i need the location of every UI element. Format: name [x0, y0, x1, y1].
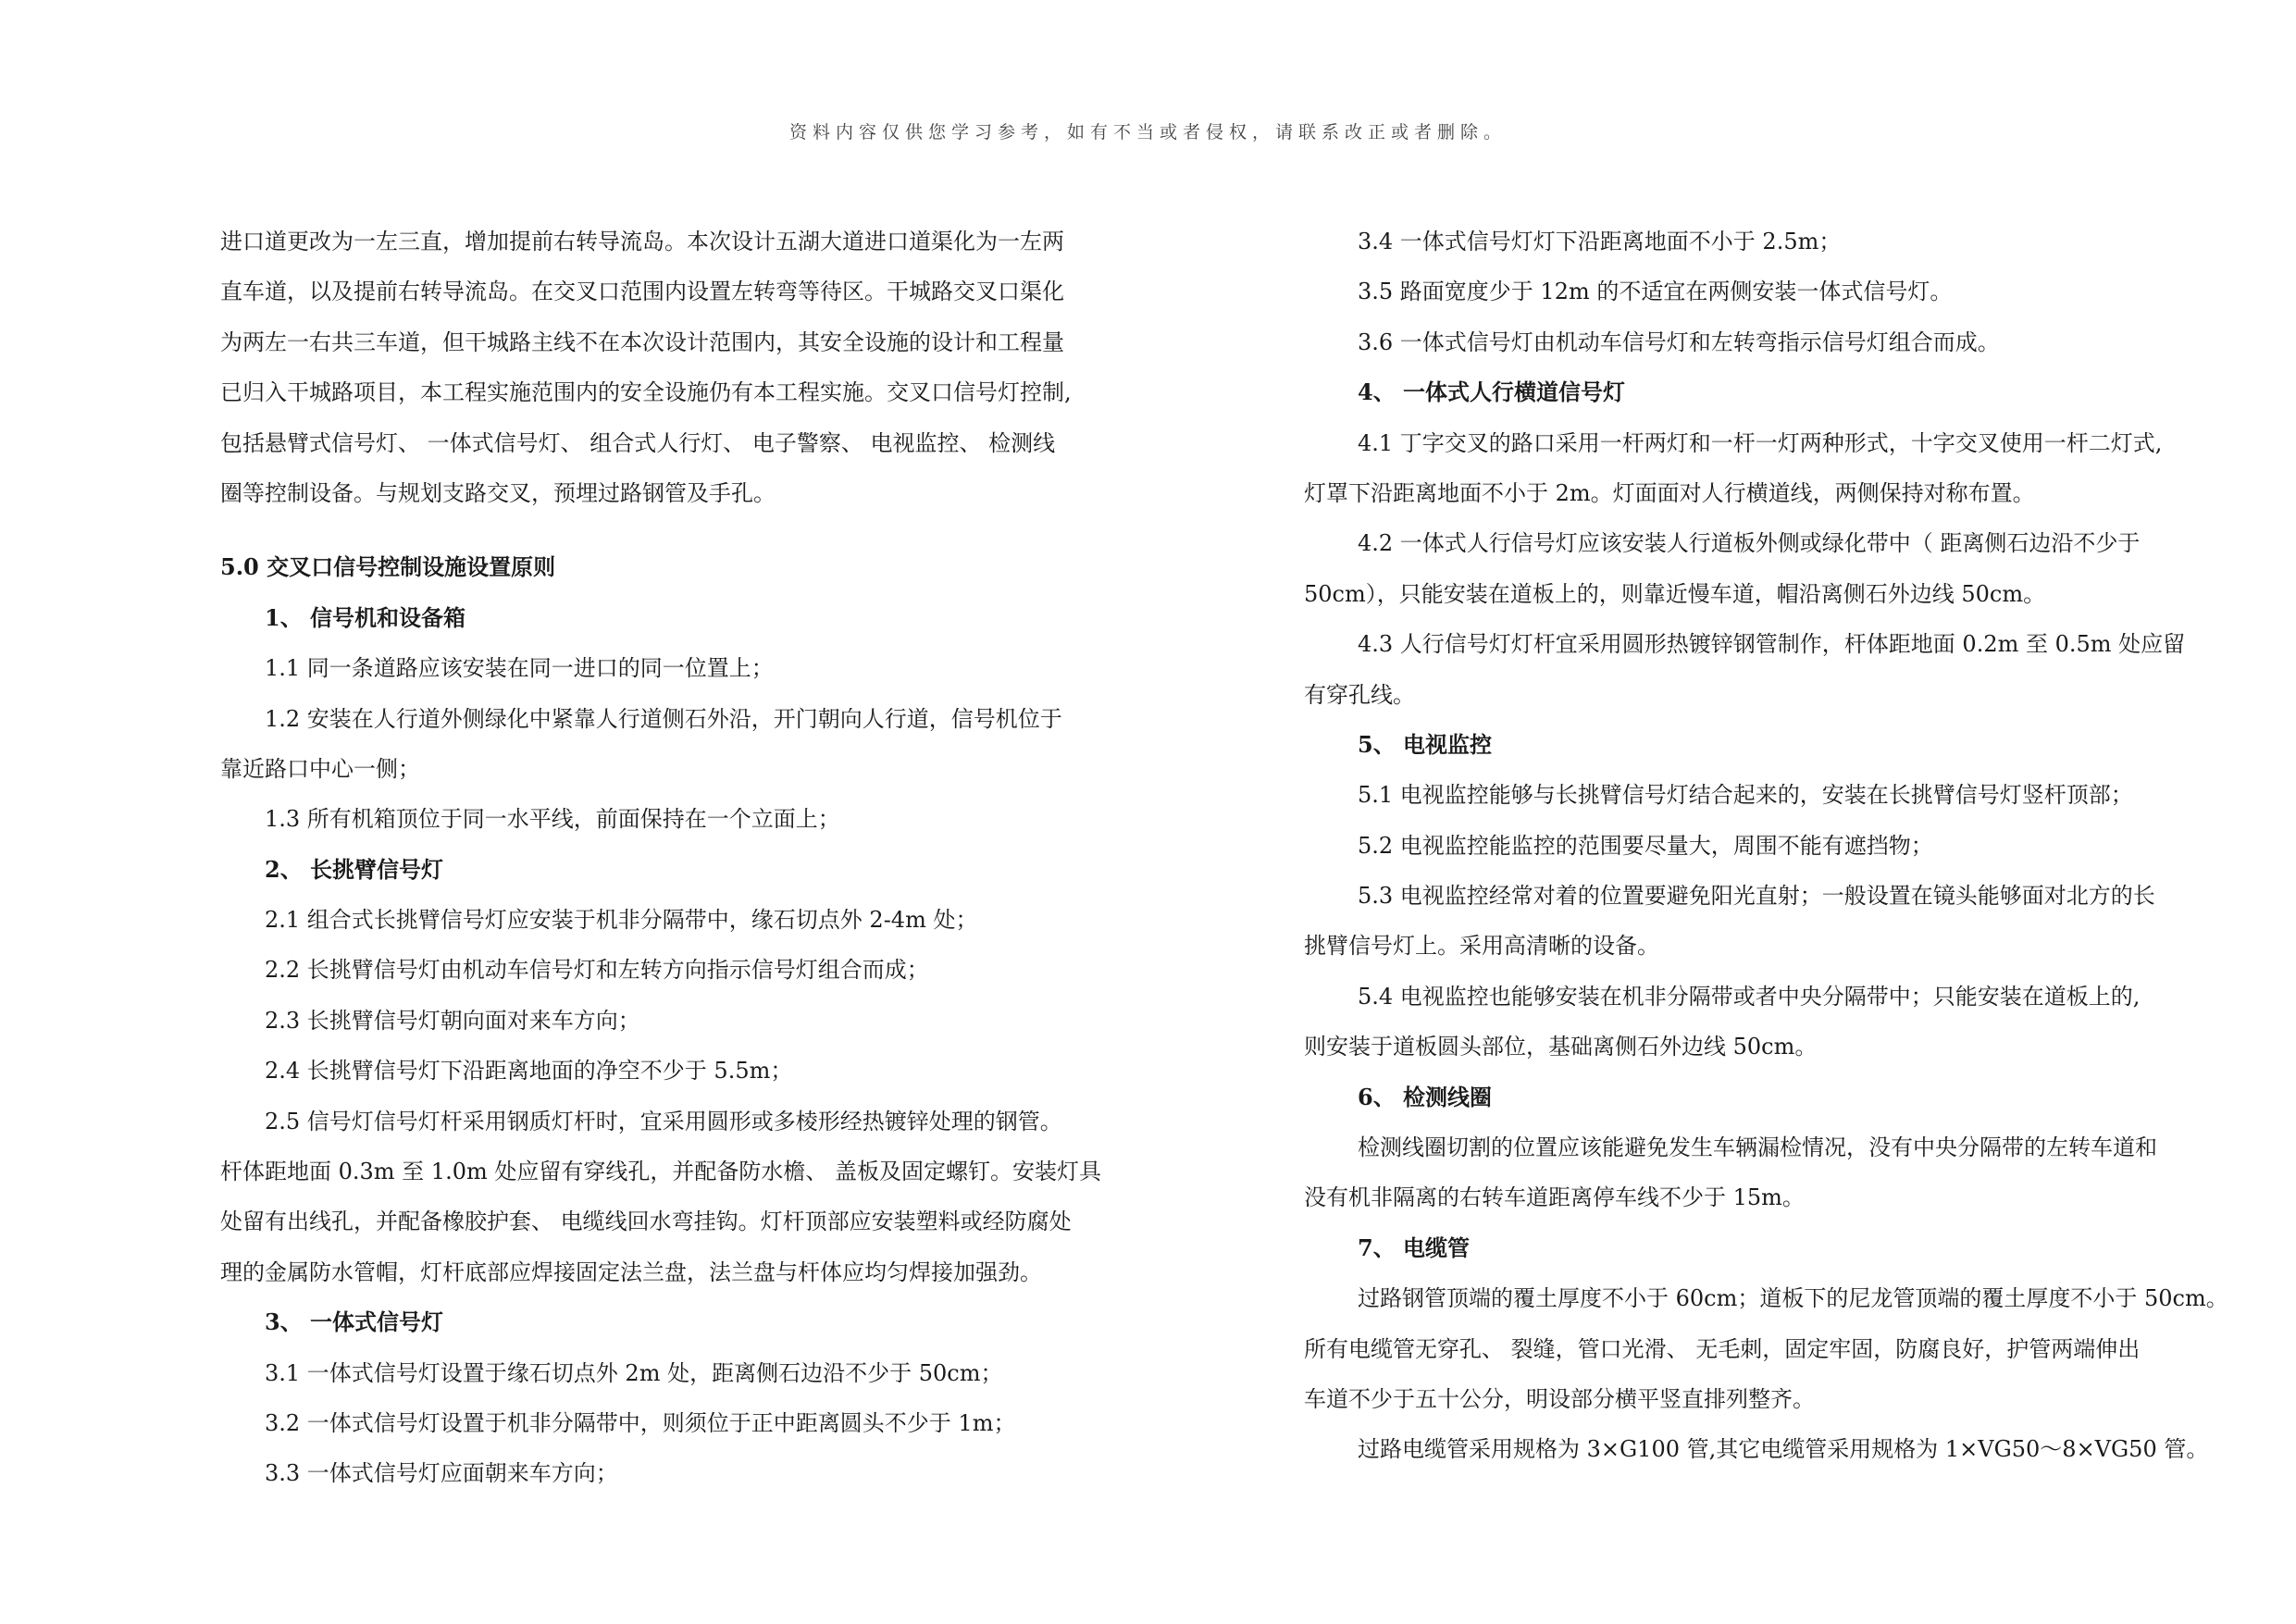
paragraph-line: 过路电缆管采用规格为 3×G100 管,其它电缆管采用规格为 1×VG50～8×VG50 管。 — [1358, 1436, 2209, 1463]
paragraph-line: 3.4 一体式信号灯灯下沿距离地面不小于 2.5m； — [1358, 229, 1842, 254]
paragraph-line: 2.1 组合式长挑臂信号灯应安装于机非分隔带中，缘石切点外 2-4m 处； — [265, 907, 978, 934]
paragraph-line: 5.4 电视监控也能够安装在机非分隔带或者中央分隔带中；只能安装在道板上的, — [1358, 983, 2141, 1010]
paragraph-line: 1.3 所有机箱顶位于同一水平线，前面保持在一个立面上； — [265, 806, 840, 833]
paragraph-line: 检测线圈切割的位置应该能避免发生车辆漏检情况，没有中央分隔带的左转车道和 — [1358, 1134, 2157, 1161]
paragraph-line: 没有机非隔离的右转车道距离停车线不少于 15m。 — [1304, 1184, 1805, 1211]
paragraph-line: 1.2 安装在人行道外侧绿化中紧靠人行道侧石外沿，开门朝向人行道，信号机位于 — [265, 705, 1062, 732]
paragraph-line: 过路钢管顶端的覆土厚度不小于 60cm；道板下的尼龙管顶端的覆土厚度不小于 50cm。 — [1358, 1285, 2228, 1312]
paragraph-line: 3.1 一体式信号灯设置于缘石切点外 2m 处，距离侧石边沿不少于 50cm； — [265, 1359, 1003, 1386]
paragraph-line: 车道不少于五十公分，明设部分横平竖直排列整齐。 — [1304, 1385, 1815, 1412]
paragraph-line: 靠近路口中心一侧； — [220, 755, 420, 782]
paragraph-line: 5.1 电视监控能够与长挑臂信号灯结合起来的，安装在长挑臂信号灯竖杆顶部； — [1358, 782, 2133, 809]
paragraph-line: 1.1 同一条道路应该安装在同一进口的同一位置上； — [265, 655, 774, 682]
paragraph-line: 灯罩下沿距离地面不小于 2m。灯面面对人行横道线，两侧保持对称布置。 — [1304, 479, 2035, 506]
intro-line: 直车道，以及提前右转导流岛。在交叉口范围内设置左转弯等待区。干城路交叉口渠化 — [220, 279, 1064, 305]
paragraph-line: 50cm），只能安装在道板上的，则靠近慢车道，帽沿离侧石外边线 50cm。 — [1304, 580, 2046, 607]
intro-line: 为两左一右共三车道，但干城路主线不在本次设计范围内，其安全设施的设计和工程量 — [220, 329, 1064, 355]
paragraph-line: 挑臂信号灯上。采用高清晰的设备。 — [1304, 933, 1659, 960]
paragraph-line: 2.2 长挑臂信号灯由机动车信号灯和左转方向指示信号灯组合而成； — [265, 957, 929, 984]
heading-detection-loop: 6、 检测线圈 — [1358, 1083, 1493, 1110]
intro-line: 进口道更改为一左三直，增加提前右转导流岛。本次设计五湖大道进口道渠化为一左两 — [220, 229, 1064, 254]
heading-integrated-signal: 3、 一体式信号灯 — [265, 1308, 444, 1336]
paragraph-line: 3.5 路面宽度少于 12m 的不适宜在两侧安装一体式信号灯。 — [1358, 279, 1953, 305]
paragraph-line: 杆体距地面 0.3m 至 1.0m 处应留有穿线孔，并配备防水檐、 盖板及固定螺钉。安装灯具 — [220, 1159, 1101, 1185]
left-column — [220, 217, 1146, 1499]
paragraph-line: 5.3 电视监控经常对着的位置要避免阳光直射；一般设置在镜头能够面对北方的长 — [1358, 883, 2155, 910]
paragraph-line: 3.3 一体式信号灯应面朝来车方向； — [265, 1460, 618, 1487]
paragraph-line: 4.2 一体式人行信号灯应该安装人行道板外侧或绿化带中（ 距离侧石边沿不少于 — [1358, 530, 2141, 557]
paragraph-line: 5.2 电视监控能监控的范围要尽量大，周围不能有遮挡物； — [1358, 832, 1933, 859]
copyright-notice: 资料内容仅供您学习参考，如有不当或者侵权，请联系改正或者删除。 — [788, 122, 1507, 143]
paragraph-line: 3.2 一体式信号灯设置于机非分隔带中，则须位于正中距离圆头不少于 1m； — [265, 1409, 1016, 1436]
paragraph-line: 2.4 长挑臂信号灯下沿距离地面的净空不少于 5.5m； — [265, 1058, 793, 1085]
right-column — [1304, 217, 2229, 1475]
intro-line: 包括悬臂式信号灯、 一体式信号灯、 组合式人行灯、 电子警察、 电视监控、 检测线 — [220, 429, 1056, 456]
paragraph-line: 有穿孔线。 — [1304, 681, 1415, 708]
section-title: 5.0 交叉口信号控制设施设置原则 — [220, 553, 556, 581]
intro-line: 已归入干城路项目，本工程实施范围内的安全设施仍有本工程实施。交叉口信号灯控制, — [220, 379, 1072, 406]
paragraph-line: 2.3 长挑臂信号灯朝向面对来车方向； — [265, 1007, 640, 1034]
heading-cable-conduit: 7、 电缆管 — [1358, 1233, 1471, 1261]
heading-cctv: 5、 电视监控 — [1358, 730, 1493, 758]
paragraph-line: 3.6 一体式信号灯由机动车信号灯和左转弯指示信号灯组合而成。 — [1358, 329, 2000, 355]
paragraph-line: 2.5 信号灯信号灯杆采用钢质灯杆时，宜采用圆形或多棱形经热镀锌处理的钢管。 — [265, 1108, 1062, 1134]
paragraph-line: 所有电缆管无穿孔、 裂缝，管口光滑、 无毛刺，固定牢固，防腐良好，护管两端伸出 — [1304, 1335, 2141, 1362]
paragraph-line: 4.3 人行信号灯灯杆宜采用圆形热镀锌钢管制作，杆体距地面 0.2m 至 0.5m 处应留 — [1358, 631, 2186, 658]
heading-pedestrian-signal: 4、 一体式人行横道信号灯 — [1358, 378, 1626, 406]
paragraph-line: 处留有出线孔，并配备橡胶护套、 电缆线回水弯挂钩。灯杆顶部应安装塑料或经防腐处 — [220, 1209, 1072, 1235]
paragraph-line: 理的金属防水管帽，灯杆底部应焊接固定法兰盘，法兰盘与杆体应均匀焊接加强劲。 — [220, 1258, 1042, 1285]
paragraph-line: 4.1 丁字交叉的路口采用一杆两灯和一杆一灯两种形式，十字交叉使用一杆二灯式, — [1358, 429, 2163, 456]
intro-line: 圈等控制设备。与规划支路交叉，预埋过路钢管及手孔。 — [220, 479, 776, 506]
heading-signal-cabinet: 1、 信号机和设备箱 — [265, 603, 466, 631]
heading-long-arm-signal: 2、 长挑臂信号灯 — [265, 855, 444, 883]
paragraph-line: 则安装于道板圆头部位，基础离侧石外边线 50cm。 — [1304, 1034, 1818, 1060]
